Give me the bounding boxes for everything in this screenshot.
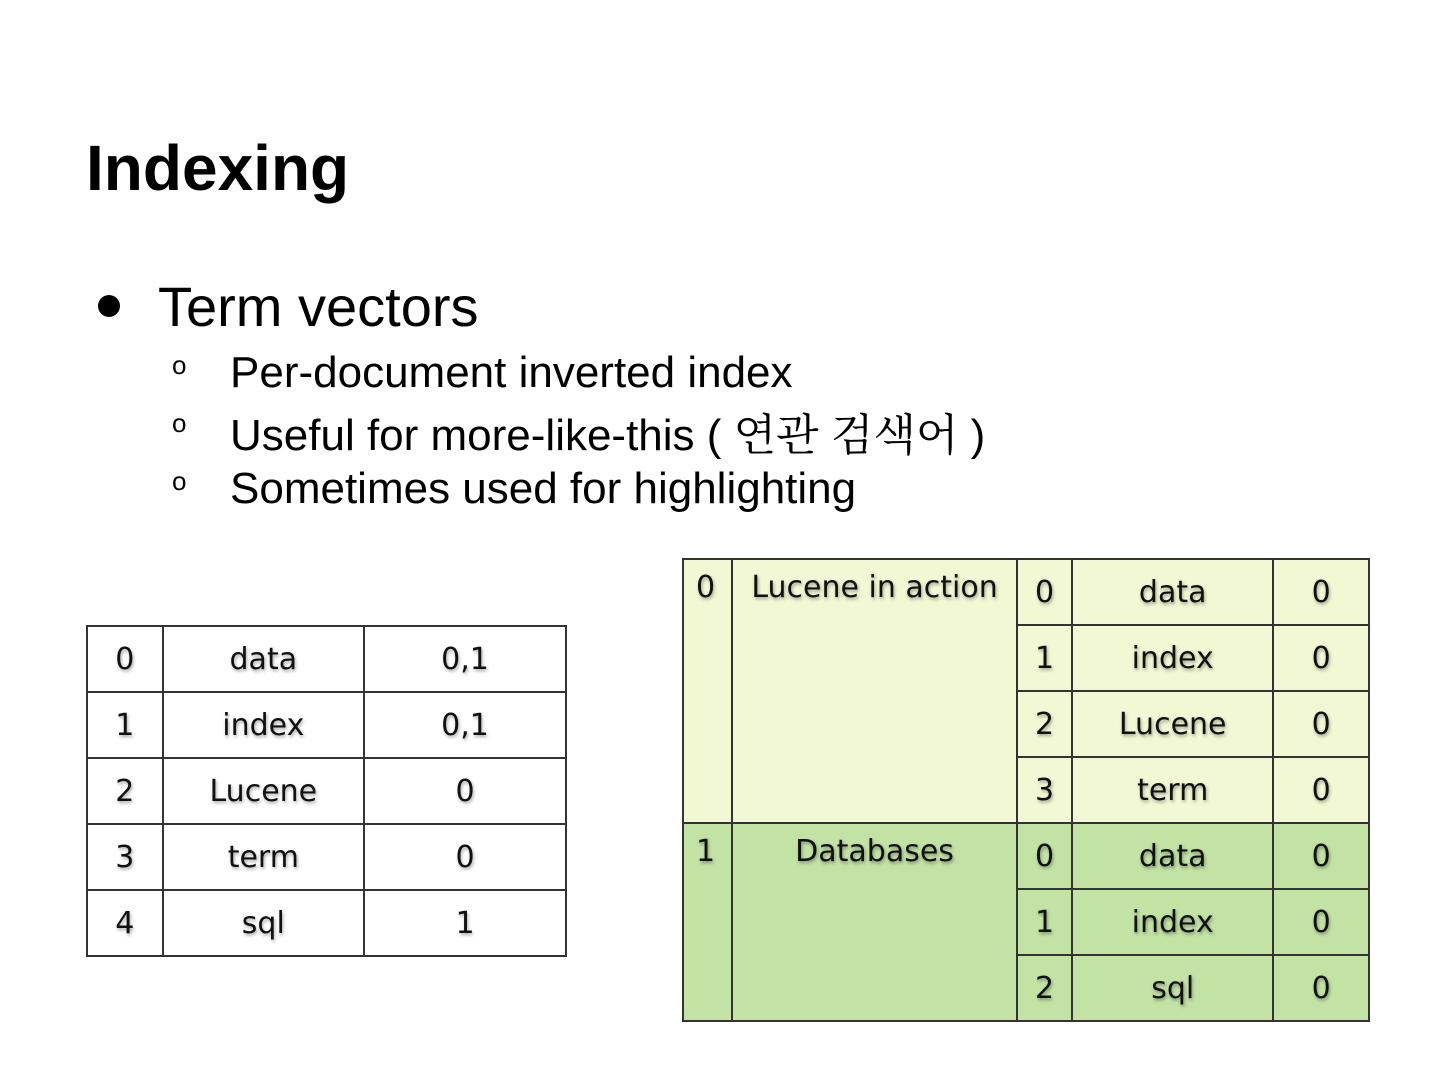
term-cell: Lucene bbox=[1072, 691, 1273, 757]
slide-title: Indexing bbox=[86, 132, 350, 204]
doc-ids-cell: 0 bbox=[364, 824, 566, 890]
term-cell: data bbox=[163, 626, 364, 692]
term-cell: index bbox=[1072, 889, 1273, 955]
doc-ids-cell: 0 bbox=[364, 758, 566, 824]
term-id-cell: 3 bbox=[87, 824, 163, 890]
term-index-cell: 2 bbox=[1017, 691, 1072, 757]
term-cell: data bbox=[1072, 559, 1273, 625]
term-cell: Lucene bbox=[163, 758, 364, 824]
term-value-cell: 0 bbox=[1273, 625, 1369, 691]
term-cell: term bbox=[1072, 757, 1273, 823]
sub-bullet bbox=[96, 344, 985, 402]
bullet-list bbox=[96, 272, 985, 518]
sub-bullet-text: Useful for more-like-this ( 연관 검색어 ) bbox=[230, 411, 986, 460]
bullet-term-vectors bbox=[96, 272, 985, 340]
term-value-cell: 0 bbox=[1273, 559, 1369, 625]
term-id-cell: 1 bbox=[87, 692, 163, 758]
sub-bullet bbox=[96, 460, 985, 518]
term-cell: sql bbox=[163, 890, 364, 956]
term-cell: index bbox=[1072, 625, 1273, 691]
term-index-cell: 2 bbox=[1017, 955, 1072, 1021]
table-row bbox=[87, 824, 566, 890]
term-index-cell: 1 bbox=[1017, 889, 1072, 955]
bullet-dot-icon bbox=[98, 295, 120, 317]
term-cell: term bbox=[163, 824, 364, 890]
doc-title-cell: Databases bbox=[732, 823, 1017, 1021]
circle-marker-icon: o bbox=[172, 349, 187, 380]
term-value-cell: 0 bbox=[1273, 889, 1369, 955]
term-index-cell: 0 bbox=[1017, 823, 1072, 889]
term-vectors-table bbox=[682, 558, 1370, 1022]
table-row bbox=[87, 890, 566, 956]
table-row bbox=[683, 823, 1369, 889]
term-value-cell: 0 bbox=[1273, 823, 1369, 889]
doc-ids-cell: 0,1 bbox=[364, 626, 566, 692]
table-row bbox=[683, 559, 1369, 625]
term-cell: sql bbox=[1072, 955, 1273, 1021]
table-row bbox=[87, 626, 566, 692]
doc-id-cell: 0 bbox=[683, 559, 732, 823]
term-id-cell: 4 bbox=[87, 890, 163, 956]
circle-marker-icon: o bbox=[172, 407, 187, 438]
circle-marker-icon: o bbox=[172, 465, 187, 496]
term-index-cell: 0 bbox=[1017, 559, 1072, 625]
sub-bullet-text: Sometimes used for highlighting bbox=[230, 464, 857, 513]
term-cell: data bbox=[1072, 823, 1273, 889]
table-row bbox=[87, 692, 566, 758]
sub-bullet bbox=[96, 402, 985, 460]
doc-title-cell: Lucene in action bbox=[732, 559, 1017, 823]
doc-id-cell: 1 bbox=[683, 823, 732, 1021]
term-value-cell: 0 bbox=[1273, 691, 1369, 757]
term-id-cell: 2 bbox=[87, 758, 163, 824]
doc-ids-cell: 0,1 bbox=[364, 692, 566, 758]
term-cell: index bbox=[163, 692, 364, 758]
term-value-cell: 0 bbox=[1273, 757, 1369, 823]
sub-bullet-list bbox=[96, 344, 985, 518]
term-index-cell: 3 bbox=[1017, 757, 1072, 823]
sub-bullet-text: Per-document inverted index bbox=[230, 348, 793, 397]
term-index-cell: 1 bbox=[1017, 625, 1072, 691]
term-dictionary-table bbox=[86, 625, 567, 957]
table-row bbox=[87, 758, 566, 824]
term-id-cell: 0 bbox=[87, 626, 163, 692]
term-value-cell: 0 bbox=[1273, 955, 1369, 1021]
doc-ids-cell: 1 bbox=[364, 890, 566, 956]
bullet-text: Term vectors bbox=[158, 274, 479, 338]
